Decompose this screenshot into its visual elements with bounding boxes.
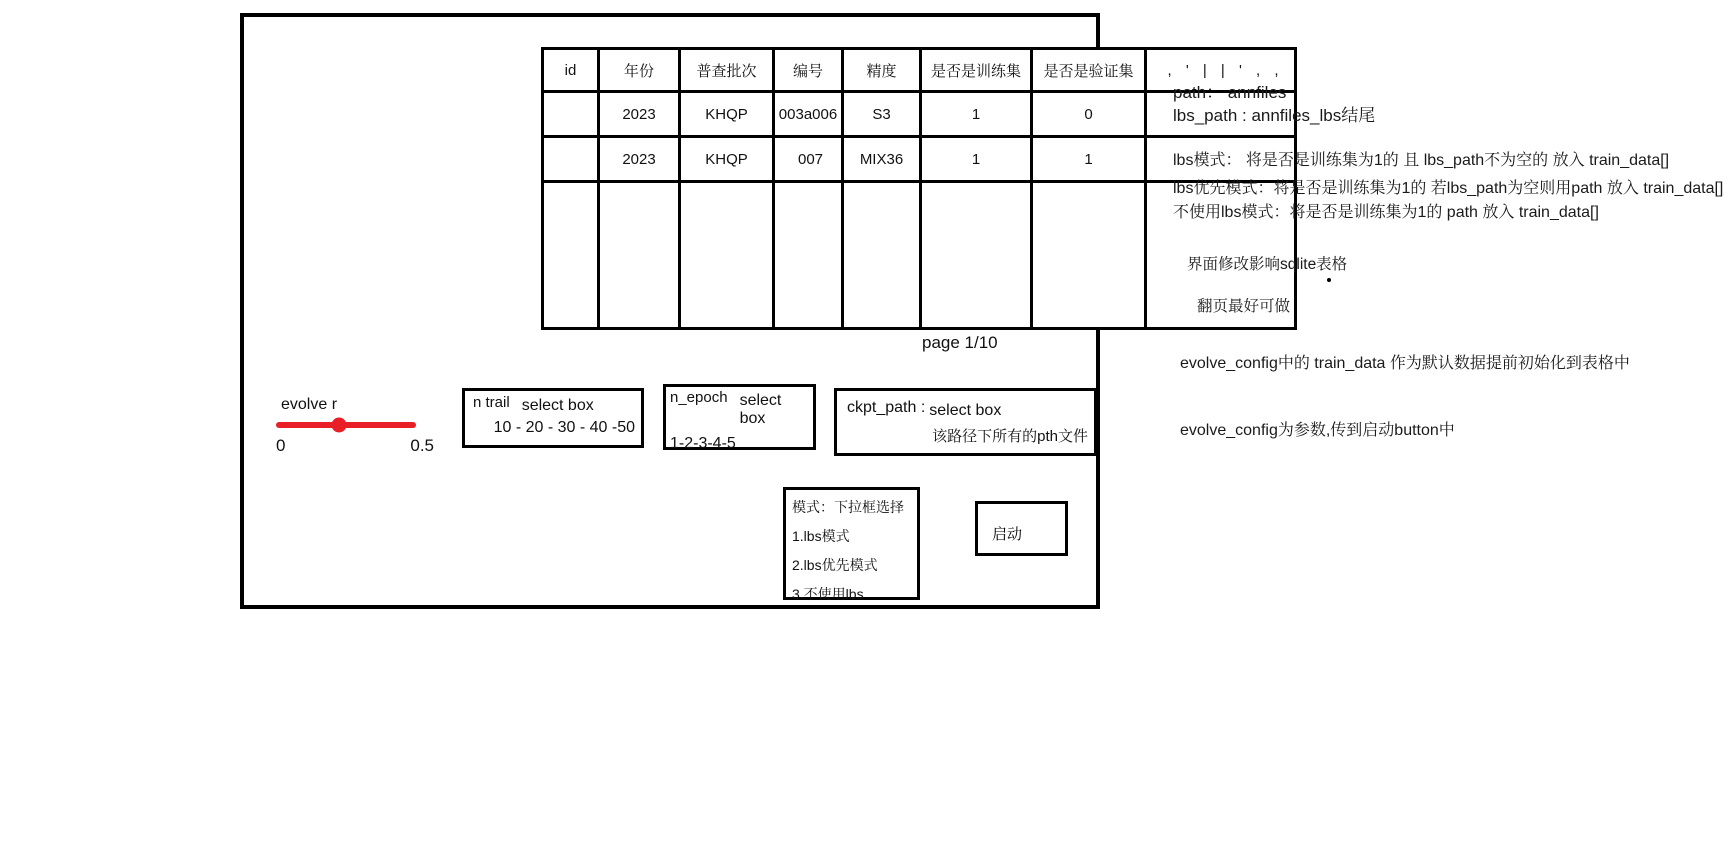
mode-box-title: 模式：下拉框选择 [792, 499, 904, 515]
mode-dropdown-box[interactable] [783, 487, 920, 600]
col-header-precision: 精度 [843, 49, 921, 92]
pagination-label: page 1/10 [922, 333, 998, 352]
cell-precision[interactable]: S3 [843, 92, 921, 137]
slider-label: evolve r [281, 396, 338, 413]
n-trail-type-label: select box [521, 397, 594, 414]
ckpt-path-type-label: select box [929, 402, 1002, 419]
col-header-is-val: 是否是验证集 [1032, 49, 1146, 92]
note-no-lbs-mode: 不使用lbs模式：将是否是训练集为1的 path 放入 train_data[] [1173, 204, 1599, 221]
cell-year[interactable] [599, 182, 680, 329]
cell-id[interactable] [543, 182, 599, 329]
note-lbs-priority-mode: lbs优先模式：将是否是训练集为1的 若lbs_path为空则用path 放入 train_data[] [1173, 180, 1724, 197]
cell-batch[interactable]: KHQP [680, 137, 774, 182]
col-header-id: id [543, 49, 599, 92]
mode-option-lbs[interactable]: 1.lbs模式 [792, 528, 850, 544]
more-columns-marks: , ' | | ' , , [1146, 49, 1296, 92]
cell-is-train[interactable] [921, 182, 1032, 329]
mode-option-lbs-priority[interactable]: 2.lbs优先模式 [792, 557, 878, 573]
evolve-r-slider [276, 396, 434, 456]
cell-number[interactable]: 003a006 [774, 92, 843, 137]
n-trail-select-box[interactable] [462, 388, 644, 448]
mode-option-no-lbs[interactable]: 3.不使用lbs [792, 586, 864, 602]
cell-id[interactable] [543, 137, 599, 182]
col-header-batch: 普查批次 [680, 49, 774, 92]
note-path: path： annfiles [1173, 83, 1287, 102]
cell-is-val[interactable]: 1 [1032, 137, 1146, 182]
n-epoch-type-label: select box [739, 392, 782, 427]
cell-batch[interactable]: KHQP [680, 92, 774, 137]
cell-precision[interactable]: MIX36 [843, 137, 921, 182]
note-lbs-mode: lbs模式： 将是否是训练集为1的 且 lbs_path不为空的 放入 train_data[] [1173, 152, 1670, 169]
cell-is-train[interactable]: 1 [921, 137, 1032, 182]
slider-scale [276, 436, 434, 456]
stray-dot-mark [1327, 278, 1331, 282]
cell-year[interactable]: 2023 [599, 92, 680, 137]
note-lbs-path: lbs_path : annfiles_lbs结尾 [1173, 106, 1376, 125]
col-header-is-train: 是否是训练集 [921, 49, 1032, 92]
ckpt-path-select-box[interactable] [834, 388, 1097, 456]
cell-is-val[interactable] [1032, 182, 1146, 329]
cell-is-train[interactable]: 1 [921, 92, 1032, 137]
cell-year[interactable]: 2023 [599, 137, 680, 182]
start-button[interactable]: 启动 [975, 501, 1068, 556]
n-epoch-options: 1-2-3-4-5 [670, 435, 736, 452]
cell-number[interactable]: 007 [774, 137, 843, 182]
n-epoch-select-box[interactable] [663, 384, 816, 450]
cell-id[interactable] [543, 92, 599, 137]
n-trail-label: n trail [473, 394, 510, 411]
cell-is-val[interactable]: 0 [1032, 92, 1146, 137]
note-ui-sqlite: 界面修改影响sqlite表格 [1187, 256, 1348, 273]
note-evolve-config-init: evolve_config中的 train_data 作为默认数据提前初始化到表格中 [1180, 355, 1630, 372]
cell-precision[interactable] [843, 182, 921, 329]
n-trail-options: 10 - 20 - 30 - 40 -50 [493, 419, 635, 436]
slider-thumb[interactable] [332, 418, 347, 433]
note-evolve-config-param: evolve_config为参数,传到启动button中 [1180, 422, 1455, 439]
note-pagination: 翻页最好可做 [1197, 298, 1291, 315]
cell-number[interactable] [774, 182, 843, 329]
cell-batch[interactable] [680, 182, 774, 329]
slider-track[interactable] [276, 422, 416, 428]
col-header-year: 年份 [599, 49, 680, 92]
col-header-number: 编号 [774, 49, 843, 92]
n-epoch-label: n_epoch [670, 389, 728, 406]
ckpt-path-label: ckpt_path : [847, 399, 926, 416]
ckpt-path-note: 该路径下所有的pth文件 [932, 428, 1088, 445]
slider-max-label: 0.5 [410, 436, 434, 455]
slider-min-label: 0 [276, 436, 286, 455]
